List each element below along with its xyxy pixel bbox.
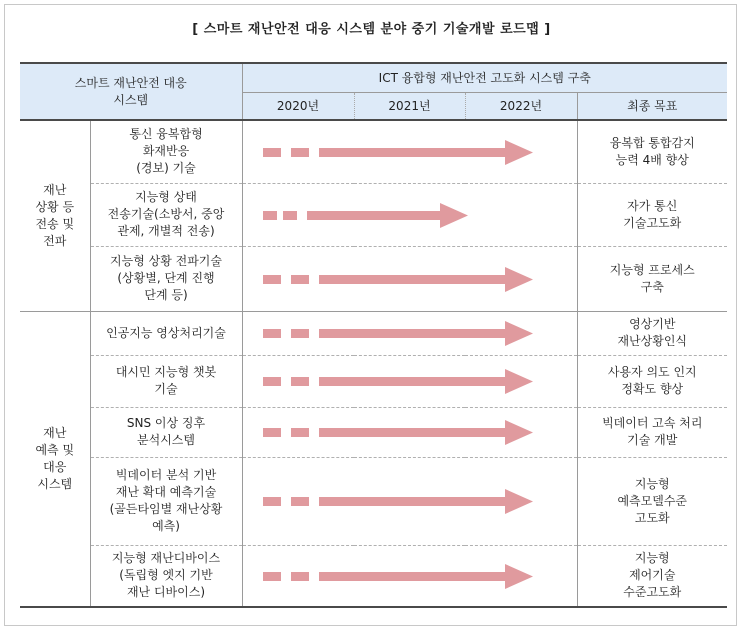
arrow-dash [263, 275, 281, 284]
tech-name: 인공지능 영상처리기술 [106, 325, 226, 340]
goal-cell [577, 120, 727, 183]
arrow-shaft [319, 140, 533, 165]
arrow-dash [263, 329, 281, 338]
goal-text: 융복합 통합감지 능력 4배 향상 [609, 135, 695, 167]
arrow-shaft [319, 489, 533, 514]
arrow-dash [263, 148, 281, 157]
tech-name: 통신 융복합형 화재반응 (경보) 기술 [129, 127, 203, 176]
goal-cell [577, 545, 727, 607]
arrow-dash [263, 572, 281, 581]
goal-cell [577, 457, 727, 545]
group-label-prediction [20, 311, 90, 607]
tech-name: 지능형 재난디바이스 (독립형 엣지 기반 재난 디바이스) [111, 551, 221, 600]
tech-cell [90, 407, 242, 457]
roadmap-arrow [243, 139, 578, 165]
goal-text: 지능형 예측모델수준 고도화 [617, 476, 688, 525]
tech-cell [90, 545, 242, 607]
tech-cell [90, 311, 242, 355]
goal-cell [577, 183, 727, 246]
roadmap-arrow [243, 320, 578, 346]
goal-text: 빅데이터 고속 처리 기술 개발 [602, 416, 703, 447]
tech-name: 대시민 지능형 챗봇 기술 [115, 365, 217, 396]
arrow-cell [242, 355, 577, 407]
roadmap-arrow [243, 419, 578, 445]
arrow-cell [242, 457, 577, 545]
tech-cell [90, 355, 242, 407]
arrow-dash [291, 572, 309, 581]
tech-cell [90, 246, 242, 311]
arrow-dash [291, 497, 309, 506]
tech-name: SNS 이상 징후 분석시스템 [126, 416, 206, 447]
goal-text: 자가 통신 기술고도화 [623, 198, 682, 230]
header-category-text: 스마트 재난안전 대응 시스템 [74, 75, 187, 107]
group-label-text: 재난 상황 등 전송 및 전파 [35, 182, 75, 248]
header-goal: 최종 목표 [577, 93, 727, 121]
roadmap-table [20, 62, 727, 608]
arrow-cell [242, 311, 577, 355]
roadmap-arrow [243, 266, 578, 292]
arrow-cell [242, 246, 577, 311]
arrow-shaft [319, 564, 533, 589]
header-category [20, 63, 242, 120]
goal-cell [577, 246, 727, 311]
tech-cell [90, 120, 242, 183]
goal-text: 지능형 제어기술 수준고도화 [623, 551, 682, 600]
group-label-text: 재난 예측 및 대응 시스템 [35, 425, 75, 491]
tech-cell [90, 457, 242, 545]
goal-cell [577, 355, 727, 407]
arrow-shaft [319, 321, 533, 346]
header-year-2020: 2020년 [242, 93, 354, 121]
tech-name: 지능형 상황 전파기술 (상황별, 단계 진행 단계 등) [110, 254, 222, 302]
roadmap-arrow [243, 563, 578, 589]
arrow-cell [242, 545, 577, 607]
arrow-shaft [319, 420, 533, 445]
goal-cell [577, 407, 727, 457]
tech-cell [90, 183, 242, 246]
arrow-shaft [319, 267, 533, 292]
group-label-transmission [20, 120, 90, 311]
goal-text: 영상기반 재난상황인식 [617, 317, 688, 348]
header-span: ICT 융합형 재난안전 고도화 시스템 구축 [242, 63, 727, 93]
tech-name: 빅데이터 분석 기반 재난 확대 예측기술 (골든타임별 재난상황 예측) [109, 468, 223, 533]
arrow-dash [263, 377, 281, 386]
arrow-dash [291, 428, 309, 437]
arrow-dash [291, 148, 309, 157]
arrow-dash [263, 211, 277, 220]
arrow-cell [242, 120, 577, 183]
arrow-dash [291, 275, 309, 284]
roadmap-arrow [243, 368, 578, 394]
goal-text: 지능형 프로세스 구축 [609, 262, 695, 294]
arrow-dash [283, 211, 297, 220]
arrow-dash [291, 329, 309, 338]
arrow-dash [263, 497, 281, 506]
arrow-dash [291, 377, 309, 386]
goal-cell [577, 311, 727, 355]
roadmap-arrow [243, 202, 578, 228]
header-year-2021: 2021년 [354, 93, 465, 121]
arrow-shaft [319, 369, 533, 394]
arrow-dash [263, 428, 281, 437]
arrow-shaft [307, 203, 468, 228]
header-year-2022: 2022년 [465, 93, 577, 121]
tech-name: 지능형 상태 전송기술(소방서, 중앙 관제, 개별적 전송) [107, 190, 225, 238]
page-title: [ 스마트 재난안전 대응 시스템 분야 중기 기술개발 로드맵 ] [192, 22, 551, 37]
arrow-cell [242, 407, 577, 457]
arrow-cell [242, 183, 577, 246]
goal-text: 사용자 의도 인지 정확도 향상 [607, 365, 697, 396]
roadmap-arrow [243, 488, 578, 514]
